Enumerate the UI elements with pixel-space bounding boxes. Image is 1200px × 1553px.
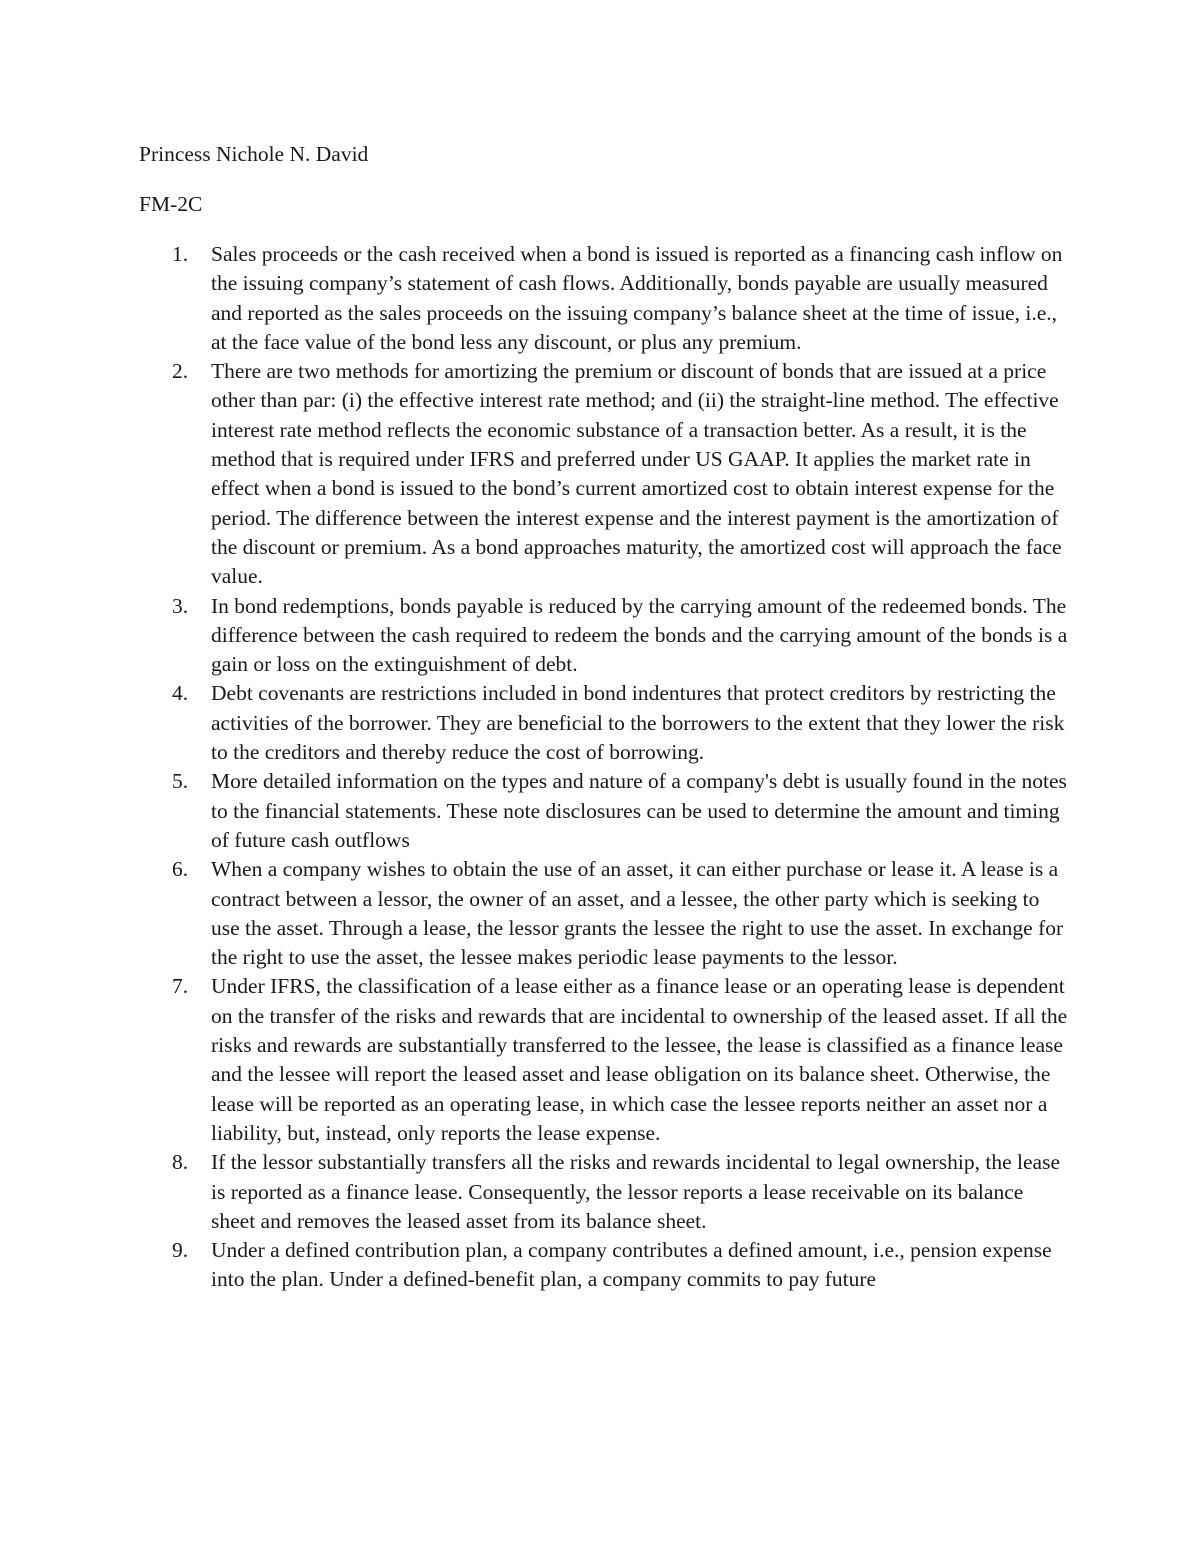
answer-item-5 [139, 767, 1069, 855]
answer-item-4 [139, 679, 1069, 767]
answer-number: 2. [172, 359, 189, 384]
answer-number: 8. [172, 1150, 189, 1175]
document-body [139, 140, 1069, 1295]
answer-text: Sales proceeds or the cash received when a bond is issued is reported as a financing cash inflow on the issuing company’s statement of cash flows. Additionally, bonds payable are usually measured and reported as the sales proceeds on the issuing company’s balance sheet at the time of issue, i.e., at the face value of the bond less any discount, or plus any premium. [211, 242, 1063, 354]
answer-text: In bond redemptions, bonds payable is reduced by the carrying amount of the redeemed bonds. The difference between the cash required to redeem the bonds and the carrying amount of the bonds is a gain or loss on the extinguishment of debt. [211, 593, 1068, 677]
answer-item-8 [139, 1148, 1069, 1236]
answer-item-6 [139, 855, 1069, 972]
answer-item-2 [139, 357, 1069, 591]
answer-number: 9. [172, 1238, 189, 1263]
answer-number: 7. [172, 974, 189, 999]
answer-item-1 [139, 240, 1069, 357]
answer-text: Under IFRS, the classification of a lease either as a finance lease or an operating lease is dependent on the transfer of the risks and rewards that are incidental to ownership of the leased asset. If all the risks and rewards are substantially transferred to the lessee, the lease is classified as a finance lease and the lessee will report the leased asset and lease obligation on its balance sheet. Otherwise, the lease will be reported as an operating lease, in which case the lessee reports neither an asset nor a liability, but, instead, only reports the lease expense. [211, 974, 1068, 1145]
answer-text: More detailed information on the types and nature of a company's debt is usually found in the notes to the financial statements. These note disclosures can be used to determine the amount and timing of future cash outflows [211, 769, 1067, 852]
answer-text: Debt covenants are restrictions included in bond indentures that protect creditors by restricting the activities of the borrower. They are beneficial to the borrowers to the extent that they lower the risk to the creditors and thereby reduce the cost of borrowing. [211, 681, 1065, 765]
answer-number: 3. [172, 593, 189, 618]
answer-number: 1. [172, 242, 189, 266]
answer-number: 5. [172, 769, 189, 794]
answer-item-7 [139, 972, 1069, 1148]
section-code: FM-2C [139, 192, 203, 216]
answer-text: If the lessor substantially transfers all the risks and rewards incidental to legal ownership, the lease is reported as a finance lease. Consequently, the lessor reports a lease receivable on its balance sheet and removes the leased asset from its balance sheet. [211, 1150, 1060, 1233]
answer-text: Under a defined contribution plan, a company contributes a defined amount, i.e., pension expense into the plan. Under a defined-benefit plan, a company commits to pay future [211, 1238, 1052, 1292]
answer-item-9 [139, 1236, 1069, 1295]
answer-text: There are two methods for amortizing the premium or discount of bonds that are issued at a price other than par: (i) the effective interest rate method; and (ii) the straight-line method. The effective interest rate method reflects the economic substance of a transaction better. As a result, it is the method that is required under IFRS and preferred under US GAAP. It applies the market rate in effect when a bond is issued to the bond’s current amortized cost to obtain interest expense for the period. The difference between the interest expense and the interest payment is the amortization of the discount or premium. As a bond approaches maturity, the amortized cost will approach the face value. [211, 359, 1062, 589]
answer-text: When a company wishes to obtain the use of an asset, it can either purchase or lease it. A lease is a contract between a lessor, the owner of an asset, and a lessee, the other party which is seeking to use the asset. Through a lease, the lessor grants the lessee the right to use the asset. In exchange for the right to use the asset, the lessee makes periodic lease payments to the lessor. [211, 857, 1064, 970]
answer-number: 6. [172, 857, 189, 882]
answer-number: 4. [172, 681, 189, 706]
answers-list [139, 240, 1069, 1295]
author-name: Princess Nichole N. David [139, 142, 369, 166]
answer-item-3 [139, 592, 1069, 680]
